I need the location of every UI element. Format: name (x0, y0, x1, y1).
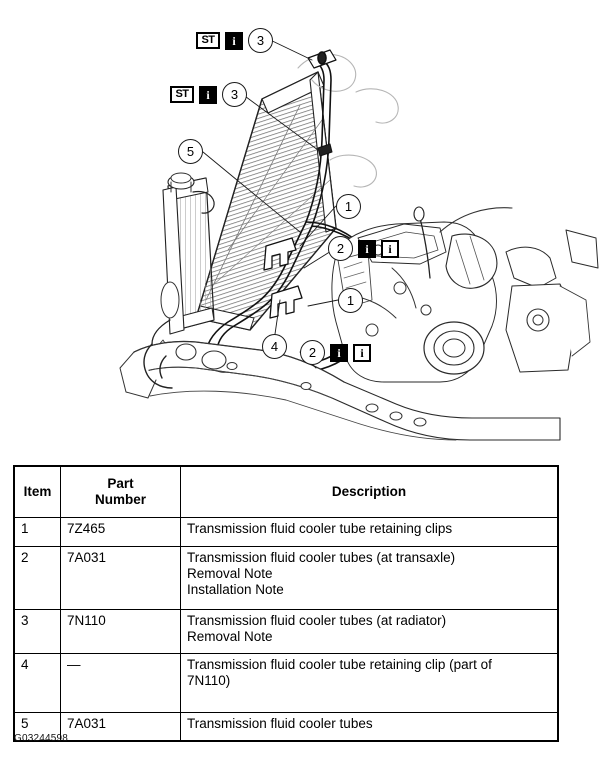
cell-description (181, 547, 558, 610)
right-frame-rail (506, 230, 598, 372)
cell-part-number: 7A031 (61, 713, 181, 741)
cell-part-number: — (61, 654, 181, 713)
cell-part-number: 7A031 (61, 547, 181, 610)
callout-1-upper[interactable] (336, 194, 361, 219)
cell-item: 2 (15, 547, 61, 610)
cell-item: 4 (15, 654, 61, 713)
description-line: Installation Note (187, 581, 284, 597)
description-line: 7N110) (187, 672, 231, 688)
cell-item: 5 (15, 713, 61, 741)
callout-number: 1 (336, 194, 361, 219)
cell-item: 3 (15, 610, 61, 654)
cell-part-number: 7N110 (61, 610, 181, 654)
info-icon: i (330, 344, 348, 362)
callout-number: 2 (328, 236, 353, 261)
header-description: Description (181, 467, 558, 518)
special-tool-icon: ST (170, 86, 194, 103)
condenser-core (196, 72, 336, 330)
callout-5[interactable] (178, 139, 203, 164)
callout-number: 1 (338, 288, 363, 313)
callout-2-lower[interactable] (300, 340, 371, 365)
callout-number: 3 (222, 82, 247, 107)
cell-part-number: 7Z465 (61, 518, 181, 547)
table-row (15, 654, 558, 713)
cell-description (181, 518, 558, 547)
cell-description (181, 610, 558, 654)
description-line: Removal Note (187, 628, 273, 644)
table-row (15, 547, 558, 610)
table-header-row (15, 467, 558, 518)
table-row (15, 518, 558, 547)
callout-st-3-upper[interactable] (196, 28, 273, 53)
description-line: Transmission fluid cooler tube retaining clips (187, 521, 453, 536)
description-line: Transmission fluid cooler tube retaining clip (part of (187, 657, 492, 672)
callout-number: 2 (300, 340, 325, 365)
info-icon: i (358, 240, 376, 258)
description-line: Transmission fluid cooler tubes (at transaxle) (187, 550, 456, 565)
info-icon-outline: i (381, 240, 399, 258)
callout-number: 3 (248, 28, 273, 53)
table-row (15, 610, 558, 654)
description-line: Transmission fluid cooler tubes (187, 716, 373, 731)
cell-description (181, 654, 558, 713)
callout-number: 4 (262, 334, 287, 359)
parts-table (14, 466, 558, 741)
header-item: Item (15, 467, 61, 518)
cell-description (181, 713, 558, 741)
figure-code: G03244598 (14, 733, 69, 744)
table-row (15, 713, 558, 741)
cell-item: 1 (15, 518, 61, 547)
callout-2-upper[interactable] (328, 236, 399, 261)
callout-4[interactable] (262, 334, 287, 359)
info-icon-outline: i (353, 344, 371, 362)
info-icon: i (199, 86, 217, 104)
callout-1-lower[interactable] (338, 288, 363, 313)
special-tool-icon: ST (196, 32, 220, 49)
radiator (152, 173, 214, 356)
callout-st-3-lower[interactable] (170, 82, 247, 107)
header-part-line2: Number (94, 492, 146, 507)
header-part-number (61, 467, 181, 518)
description-line: Transmission fluid cooler tubes (at radiator) (187, 613, 447, 628)
description-line: Removal Note (187, 565, 273, 581)
info-icon: i (225, 32, 243, 50)
callout-number: 5 (178, 139, 203, 164)
header-part-line1: Part (107, 476, 134, 492)
